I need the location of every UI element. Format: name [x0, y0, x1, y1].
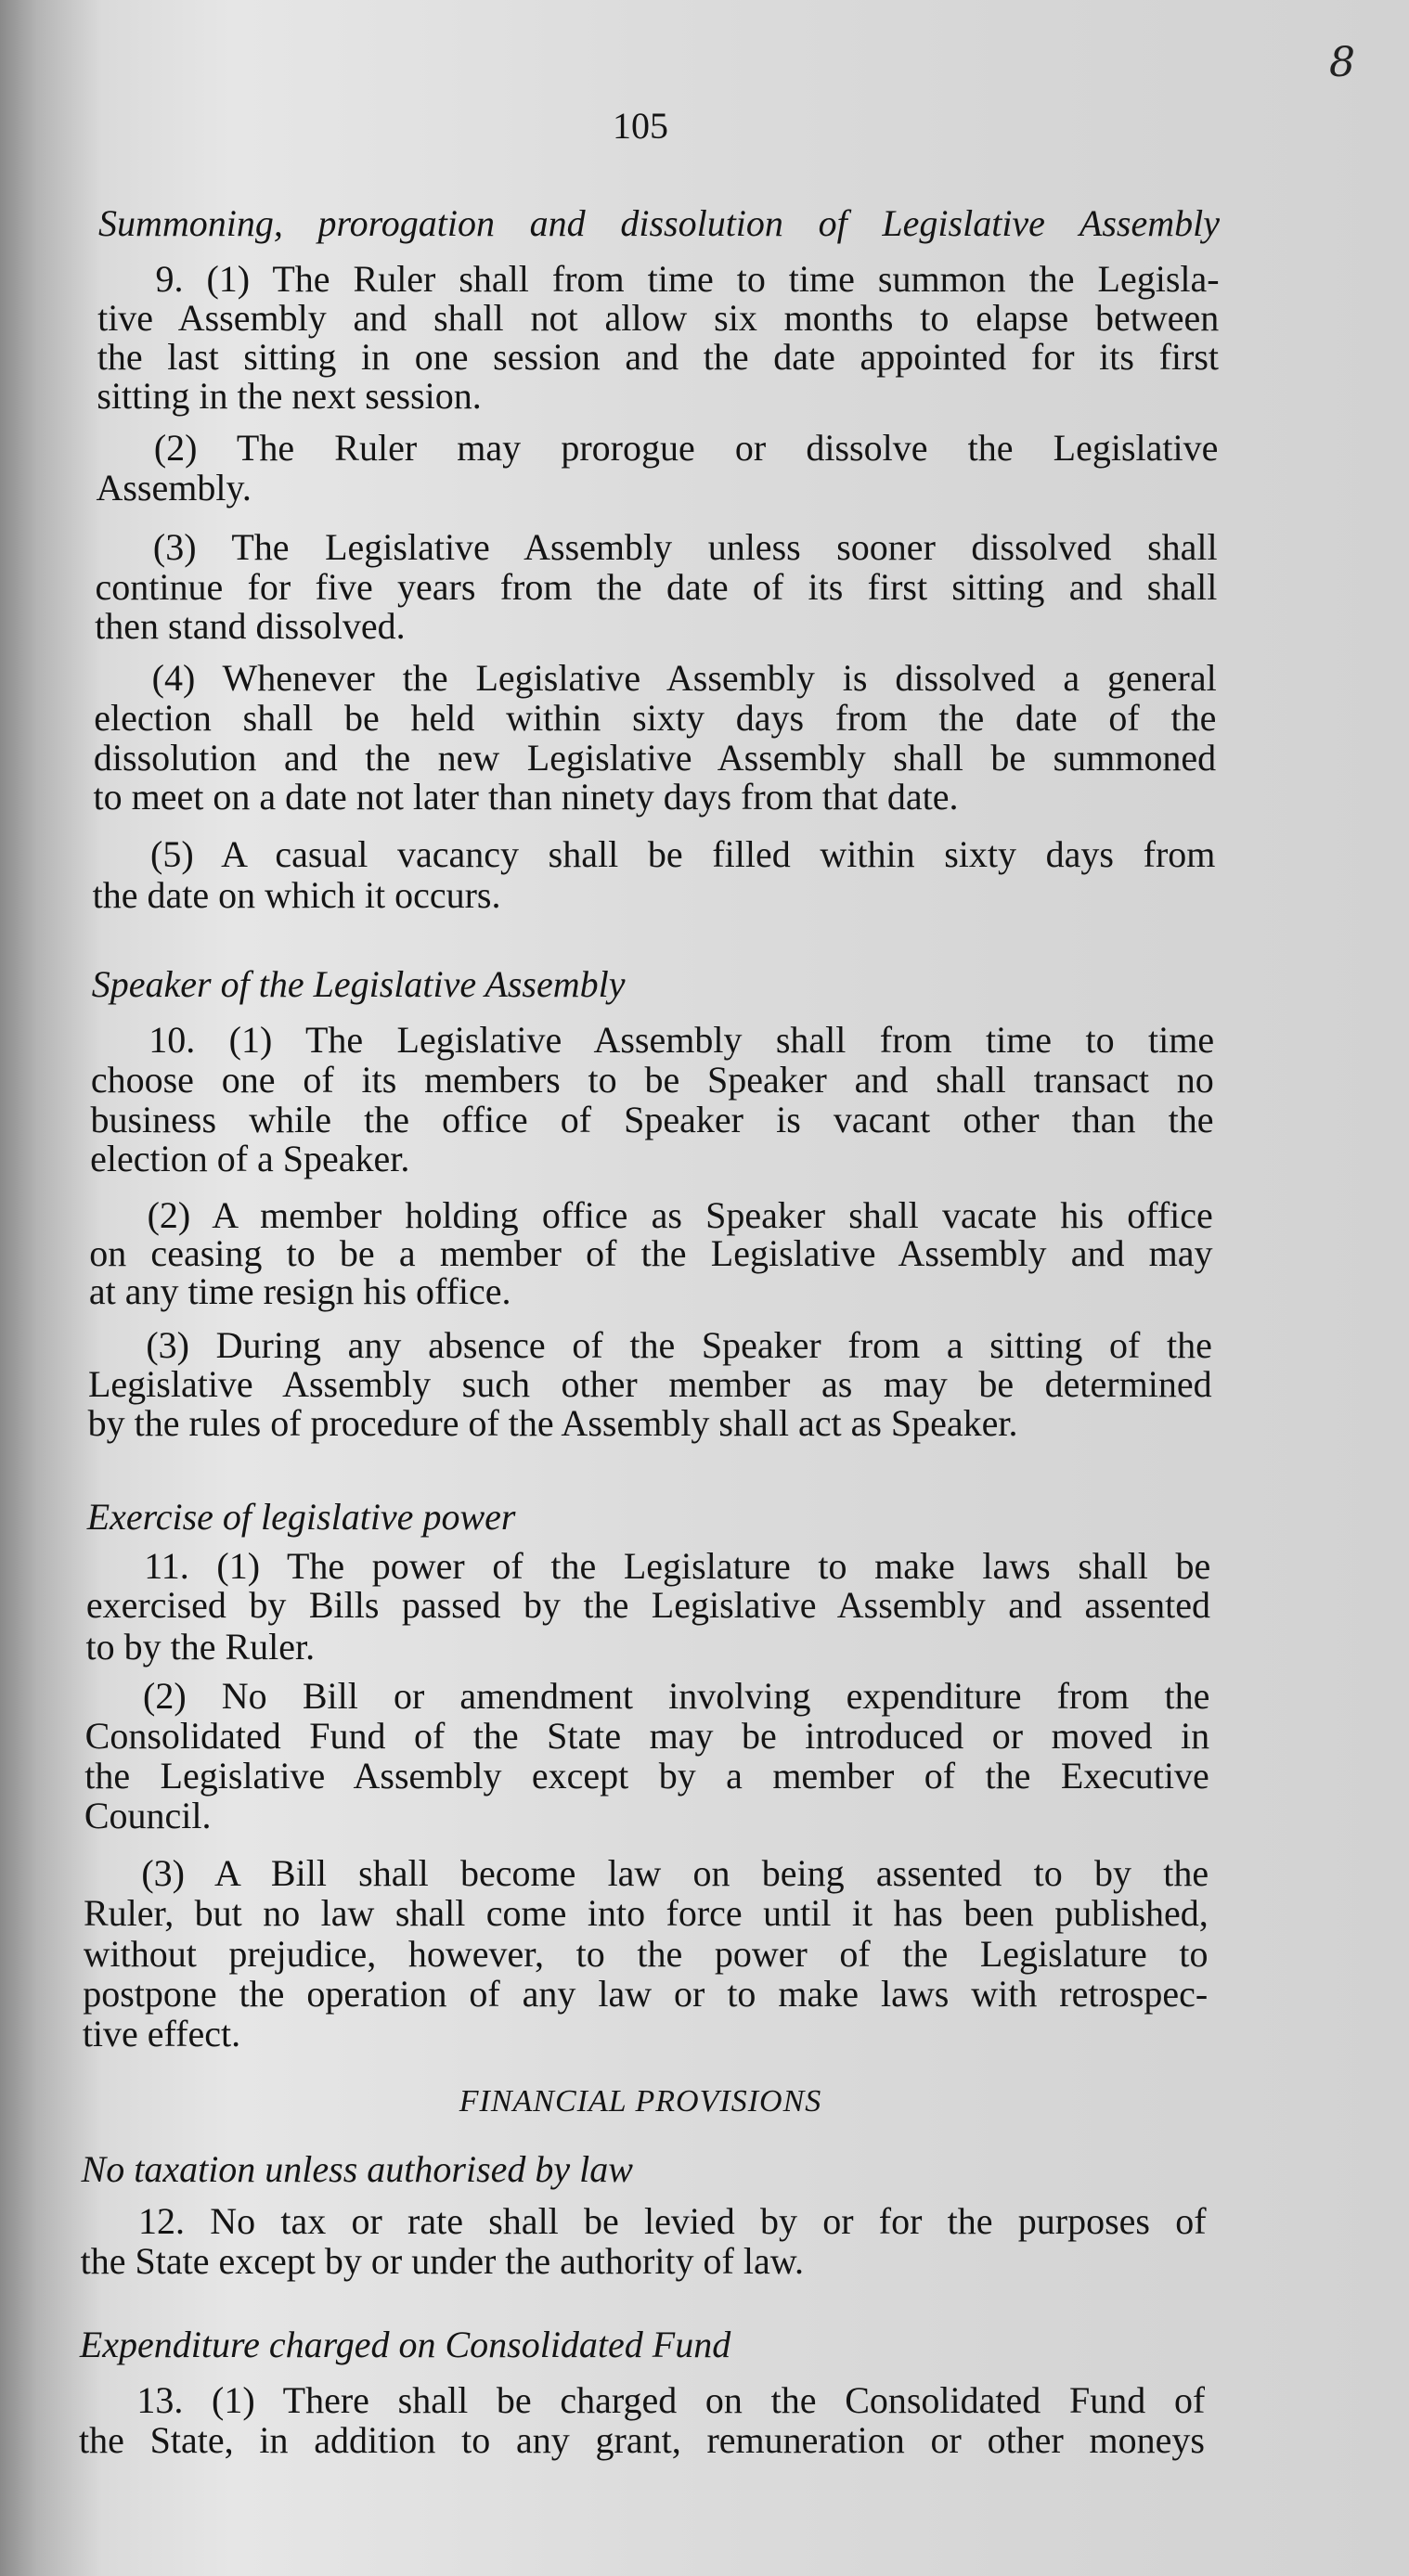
- paragraph-line: the date on which it occurs.: [92, 874, 501, 916]
- paragraph-line: the Legislative Assembly except by a member of the Executive: [84, 1756, 1209, 1797]
- part-heading: FINANCIAL PROVISIONS: [459, 2084, 822, 2119]
- paragraph-line: by the rules of procedure of the Assembly shall act as Speaker.: [87, 1402, 1018, 1444]
- paragraph-line: to meet on a date not later than ninety days from that date.: [93, 776, 959, 818]
- paragraph-line: at any time resign his office.: [88, 1270, 511, 1312]
- paragraph-line: sitting in the next session.: [97, 375, 482, 417]
- paragraph-line: 11. (1) The power of the Legislature to make laws shall be: [144, 1546, 1211, 1587]
- paragraph-line: exercised by Bills passed by the Legislative Assembly and assented: [85, 1585, 1210, 1626]
- page-number: 105: [613, 105, 668, 147]
- paragraph-line: continue for five years from the date of its first sitting and shall: [95, 567, 1218, 608]
- paragraph-line: election of a Speaker.: [90, 1138, 410, 1179]
- section-heading: Summoning, prorogation and dissolution of Legislative Assembly: [97, 203, 1220, 244]
- paragraph-line: Council.: [84, 1795, 212, 1836]
- paragraph-line: 9. (1) The Ruler shall from time to time summon the Legisla-: [155, 259, 1220, 300]
- paragraph-line: Consolidated Fund of the State may be introduced or moved in: [84, 1716, 1210, 1757]
- paragraph-line: choose one of its members to be Speaker and shall transact no: [90, 1060, 1214, 1101]
- paragraph-line: 13. (1) There shall be charged on the Consolidated Fund of: [136, 2380, 1206, 2421]
- paragraph-line: without prejudice, however, to the power of the Legislature to: [83, 1934, 1209, 1975]
- paragraph-line: tive Assembly and shall not allow six months to elapse between: [97, 298, 1220, 339]
- paragraph-line: (5) A casual vacancy shall be filled within sixty days from: [150, 834, 1216, 875]
- paragraph-line: 10. (1) The Legislative Assembly shall from time to time: [149, 1020, 1215, 1061]
- paragraph-line: Legislative Assembly such other member as may be determined: [87, 1364, 1212, 1405]
- paragraph-line: election shall be held within sixty days from the date of the: [94, 698, 1217, 739]
- paragraph-line: to by the Ruler.: [85, 1626, 316, 1668]
- paragraph-line: postpone the operation of any law or to make laws with retrospec-: [83, 1974, 1209, 2015]
- paragraph-line: (2) A member holding office as Speaker shall vacate his office: [147, 1195, 1213, 1236]
- paragraph-line: (3) The Legislative Assembly unless sooner dissolved shall: [152, 527, 1218, 568]
- section-heading: Expenditure charged on Consolidated Fund: [79, 2324, 731, 2365]
- paragraph-line: (2) No Bill or amendment involving expenditure from the: [143, 1676, 1210, 1717]
- paragraph-line: then stand dissolved.: [95, 605, 406, 647]
- paragraph-line: dissolution and the new Legislative Assembly shall be summoned: [93, 738, 1217, 779]
- section-heading: Exercise of legislative power: [86, 1496, 516, 1538]
- paragraph-line: Ruler, but no law shall come into force until it has been published,: [83, 1893, 1209, 1934]
- paragraph-line: (2) The Ruler may prorogue or dissolve the Legislative: [153, 428, 1219, 469]
- paragraph-line: the State, in addition to any grant, remuneration or other moneys: [78, 2420, 1205, 2461]
- paragraph-line: (3) A Bill shall become law on being assented to by the: [141, 1853, 1209, 1894]
- section-heading: Speaker of the Legislative Assembly: [91, 963, 626, 1005]
- paragraph-line: (3) During any absence of the Speaker from a sitting of the: [146, 1325, 1212, 1366]
- paragraph-line: business while the office of Speaker is vacant other than the: [90, 1100, 1214, 1140]
- paragraph-line: the last sitting in one session and the date appointed for its first: [97, 337, 1220, 378]
- paragraph-line: the State except by or under the authority of law.: [80, 2240, 805, 2282]
- paragraph-line: Assembly.: [96, 467, 252, 509]
- handwritten-folio-mark: 8: [1329, 39, 1355, 86]
- paragraph-line: 12. No tax or rate shall be levied by or for the purposes of: [138, 2201, 1207, 2242]
- paragraph-line: (4) Whenever the Legislative Assembly is dissolved a general: [151, 658, 1217, 699]
- section-heading: No taxation unless authorised by law: [81, 2148, 633, 2190]
- paragraph-line: tive effect.: [82, 2013, 241, 2054]
- paragraph-line: on ceasing to be a member of the Legislative Assembly and may: [89, 1233, 1213, 1274]
